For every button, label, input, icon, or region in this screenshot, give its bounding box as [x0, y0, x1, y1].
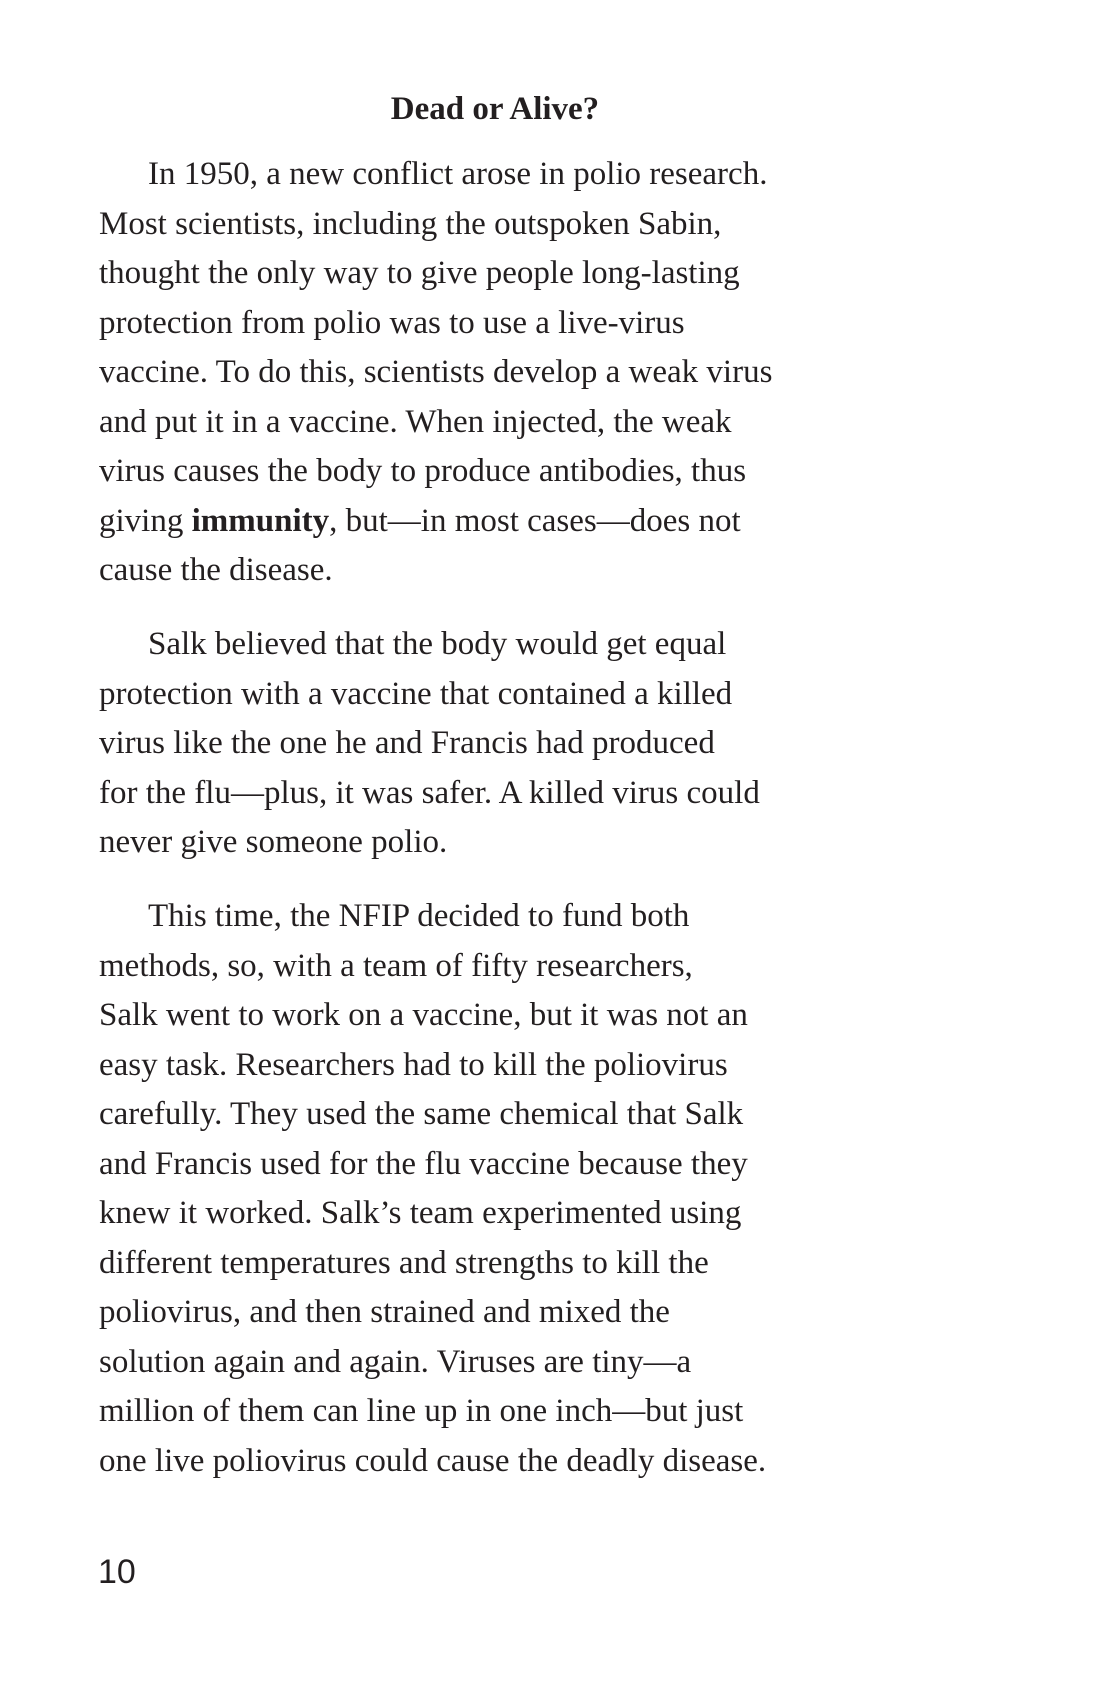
- text-line: protection with a vaccine that contained a killed: [99, 675, 733, 712]
- text-line: never give someone polio.: [99, 824, 448, 860]
- page-number: 10: [98, 1553, 136, 1591]
- text-run: , but—in most cases—does not: [329, 502, 741, 539]
- text-line: methods, so, with a team of fifty researchers,: [99, 947, 693, 984]
- text-run: giving: [99, 502, 192, 539]
- text-line: cause the disease.: [99, 552, 333, 588]
- text-line: vaccine. To do this, scientists develop a weak virus: [99, 354, 773, 390]
- paragraph-2: [99, 620, 919, 868]
- text-line: This time, the NFIP decided to fund both: [148, 898, 690, 934]
- text-line: million of them can line up in one inch—but just: [99, 1393, 744, 1429]
- text-line: protection from polio was to use a live-virus: [99, 304, 685, 341]
- text-line: carefully. They used the same chemical that Salk: [99, 1096, 744, 1132]
- glossary-term-immunity: immunity: [191, 502, 330, 539]
- text-line: [99, 497, 919, 547]
- text-line: easy task. Researchers had to kill the poliovirus: [99, 1046, 728, 1083]
- text-line: and put it in a vaccine. When injected, the weak: [99, 403, 732, 440]
- text-line: Most scientists, including the outspoken Sabin,: [99, 205, 722, 242]
- text-line: Salk believed that the body would get equal: [148, 626, 727, 662]
- paragraph-1: [99, 150, 919, 596]
- text-line: In 1950, a new conflict arose in polio research.: [148, 156, 768, 192]
- text-line: and Francis used for the flu vaccine because they: [99, 1145, 748, 1182]
- text-line: knew it worked. Salk’s team experimented using: [99, 1195, 742, 1231]
- text-line: solution again and again. Viruses are tiny—a: [99, 1343, 692, 1380]
- text-line: poliovirus, and then strained and mixed the: [99, 1294, 670, 1330]
- text-line: virus causes the body to produce antibodies, thus: [99, 453, 747, 489]
- section-heading: Dead or Alive?: [390, 91, 600, 127]
- text-line: different temperatures and strengths to kill the: [99, 1244, 709, 1281]
- text-line: virus like the one he and Francis had produced: [99, 725, 715, 761]
- text-line: Salk went to work on a vaccine, but it was not an: [99, 997, 748, 1033]
- paragraph-3: [99, 892, 919, 1486]
- text-line: one live poliovirus could cause the deadly disease.: [99, 1442, 767, 1479]
- text-line: for the flu—plus, it was safer. A killed virus could: [99, 774, 760, 811]
- text-line: thought the only way to give people long-lasting: [99, 255, 740, 291]
